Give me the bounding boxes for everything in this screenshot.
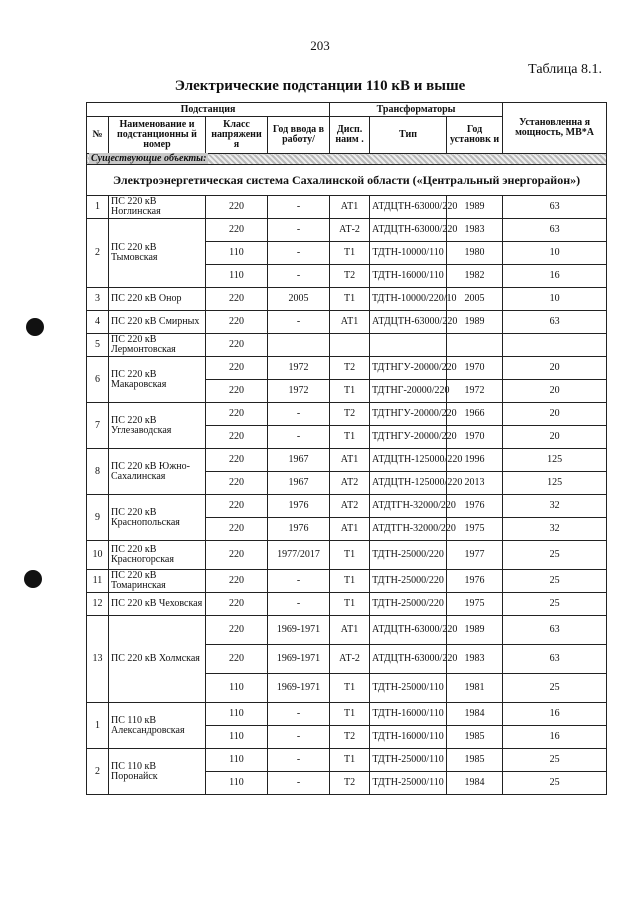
cell-type: ТДТН-10000/110 — [370, 242, 447, 265]
cell-power: 63 — [503, 219, 607, 242]
cell-installed: 1975 — [447, 593, 503, 616]
cell-disp: Т2 — [330, 403, 370, 426]
cell-type: ТДТН-10000/220/10 — [370, 288, 447, 311]
cell-year: 1969-1971 — [268, 645, 330, 674]
cell-power: 20 — [503, 380, 607, 403]
cell-year: 1967 — [268, 472, 330, 495]
cell-voltage: 220 — [206, 518, 268, 541]
cell-installed: 2005 — [447, 288, 503, 311]
cell-installed: 1976 — [447, 495, 503, 518]
cell-voltage: 220 — [206, 472, 268, 495]
cell-num: 1 — [87, 196, 109, 219]
cell-type: АТДЦТН-125000/220 — [370, 472, 447, 495]
header-group-substation: Подстанция — [87, 103, 330, 117]
cell-power: 63 — [503, 616, 607, 645]
cell-year: - — [268, 593, 330, 616]
table-row — [87, 288, 607, 311]
cell-power: 16 — [503, 265, 607, 288]
header-group-transformers: Трансформаторы — [330, 103, 503, 117]
region-heading: Электроэнергетическая система Сахалинской области («Центральный энергорайон») — [87, 165, 607, 196]
cell-power: 25 — [503, 541, 607, 570]
cell-installed: 1983 — [447, 645, 503, 674]
table-row — [87, 616, 607, 645]
cell-voltage: 220 — [206, 311, 268, 334]
table-row — [87, 749, 607, 772]
table-row — [87, 334, 607, 357]
cell-installed: 1984 — [447, 772, 503, 795]
cell-year: 1969-1971 — [268, 674, 330, 703]
cell-power: 20 — [503, 426, 607, 449]
cell-installed: 1982 — [447, 265, 503, 288]
cell-installed: 1985 — [447, 726, 503, 749]
cell-disp: АТ2 — [330, 495, 370, 518]
cell-disp: Т1 — [330, 242, 370, 265]
cell-year: 1972 — [268, 357, 330, 380]
page-title: Электрические подстанции 110 кВ и выше — [174, 78, 466, 94]
header-year-installed: Год установк и — [447, 117, 503, 154]
cell-disp: Т1 — [330, 288, 370, 311]
header-num: № — [87, 117, 109, 154]
cell-year: - — [268, 265, 330, 288]
cell-year: 2005 — [268, 288, 330, 311]
cell-disp: АТ-2 — [330, 219, 370, 242]
cell-installed: 1966 — [447, 403, 503, 426]
page-number: 203 — [310, 38, 330, 53]
cell-type: АТДЦТН-63000/220 — [370, 645, 447, 674]
cell-num: 2 — [87, 219, 109, 288]
cell-voltage: 220 — [206, 645, 268, 674]
cell-year: - — [268, 403, 330, 426]
cell-voltage: 220 — [206, 288, 268, 311]
cell-name: ПС 220 кВ Ноглинская — [109, 196, 206, 219]
cell-name: ПС 220 кВ Краснопольская — [109, 495, 206, 541]
header-installed-power: Установленна я мощность, МВ*А — [503, 103, 607, 154]
cell-disp: АТ-2 — [330, 645, 370, 674]
cell-year: 1977/2017 — [268, 541, 330, 570]
cell-installed: 1977 — [447, 541, 503, 570]
cell-type: ТДТНГУ-20000/220 — [370, 426, 447, 449]
cell-name: ПС 220 кВ Томаринская — [109, 570, 206, 593]
table-label: Таблица 8.1. — [528, 62, 602, 77]
cell-num: 4 — [87, 311, 109, 334]
cell-installed: 1983 — [447, 219, 503, 242]
cell-disp: Т1 — [330, 380, 370, 403]
cell-power: 20 — [503, 357, 607, 380]
cell-name: ПС 220 кВ Углезаводская — [109, 403, 206, 449]
cell-installed: 1989 — [447, 616, 503, 645]
cell-name: ПС 220 кВ Макаровская — [109, 357, 206, 403]
cell-voltage: 220 — [206, 403, 268, 426]
cell-type: ТДТН-25000/110 — [370, 674, 447, 703]
table-row — [87, 593, 607, 616]
table-row — [87, 495, 607, 518]
table-row — [87, 219, 607, 242]
cell-installed: 2013 — [447, 472, 503, 495]
cell-type: ТДТН-25000/220 — [370, 541, 447, 570]
cell-name: ПС 220 кВ Онор — [109, 288, 206, 311]
table-row — [87, 541, 607, 570]
cell-year: - — [268, 219, 330, 242]
cell-num: 9 — [87, 495, 109, 541]
cell-name: ПС 220 кВ Красногорская — [109, 541, 206, 570]
cell-disp: Т2 — [330, 265, 370, 288]
cell-power: 32 — [503, 518, 607, 541]
cell-type: АТДЦТН-63000/220 — [370, 196, 447, 219]
cell-voltage: 220 — [206, 541, 268, 570]
cell-name: ПС 220 кВ Тымовская — [109, 219, 206, 288]
cell-installed: 1970 — [447, 357, 503, 380]
cell-year: 1976 — [268, 518, 330, 541]
cell-power: 63 — [503, 645, 607, 674]
cell-disp: Т1 — [330, 674, 370, 703]
cell-year: - — [268, 570, 330, 593]
header-disp-name: Дисп. наим . — [330, 117, 370, 154]
cell-type: ТДТН-25000/220 — [370, 593, 447, 616]
cell-type: ТДТНГУ-20000/220 — [370, 403, 447, 426]
cell-power: 125 — [503, 449, 607, 472]
cell-power: 63 — [503, 311, 607, 334]
cell-installed: 1970 — [447, 426, 503, 449]
cell-num: 8 — [87, 449, 109, 495]
cell-name: ПС 220 кВ Лермонтовская — [109, 334, 206, 357]
cell-type: АТДЦТН-63000/220 — [370, 219, 447, 242]
cell-name: ПС 220 кВ Холмская — [109, 616, 206, 703]
cell-power: 20 — [503, 403, 607, 426]
cell-type: АТДТГН-32000/220 — [370, 518, 447, 541]
cell-type: АТДЦТН-63000/220 — [370, 616, 447, 645]
table-row — [87, 196, 607, 219]
cell-year: 1969-1971 — [268, 616, 330, 645]
cell-voltage: 110 — [206, 674, 268, 703]
cell-year: - — [268, 772, 330, 795]
cell-installed: 1980 — [447, 242, 503, 265]
cell-voltage: 220 — [206, 357, 268, 380]
cell-num: 2 — [87, 749, 109, 795]
cell-num: 6 — [87, 357, 109, 403]
table-row — [87, 403, 607, 426]
cell-disp: Т1 — [330, 703, 370, 726]
cell-disp: Т1 — [330, 593, 370, 616]
cell-voltage: 110 — [206, 265, 268, 288]
cell-power: 125 — [503, 472, 607, 495]
cell-installed: 1972 — [447, 380, 503, 403]
cell-num: 5 — [87, 334, 109, 357]
punch-hole-bottom — [24, 570, 42, 588]
cell-voltage: 110 — [206, 726, 268, 749]
cell-voltage: 220 — [206, 593, 268, 616]
cell-num: 11 — [87, 570, 109, 593]
cell-type: ТДТН-25000/220 — [370, 570, 447, 593]
cell-voltage: 220 — [206, 570, 268, 593]
cell-year: - — [268, 242, 330, 265]
cell-year — [268, 334, 330, 357]
cell-name: ПС 110 кВ Поронайск — [109, 749, 206, 795]
cell-num: 3 — [87, 288, 109, 311]
cell-voltage: 220 — [206, 426, 268, 449]
cell-disp: АТ1 — [330, 449, 370, 472]
cell-type: АТДТГН-32000/220 — [370, 495, 447, 518]
cell-installed: 1984 — [447, 703, 503, 726]
header-name: Наименование и подстанционны й номер — [109, 117, 206, 154]
cell-name: ПС 220 кВ Чеховская — [109, 593, 206, 616]
cell-power: 16 — [503, 703, 607, 726]
cell-disp: АТ1 — [330, 196, 370, 219]
cell-type: АТДЦТН-63000/220 — [370, 311, 447, 334]
cell-power: 25 — [503, 749, 607, 772]
table-row — [87, 357, 607, 380]
cell-type: ТДТН-16000/110 — [370, 726, 447, 749]
cell-type — [370, 334, 447, 357]
cell-year: 1976 — [268, 495, 330, 518]
table-row — [87, 570, 607, 593]
cell-num: 7 — [87, 403, 109, 449]
section-existing: Существующие объекты: — [87, 154, 607, 165]
cell-power: 16 — [503, 726, 607, 749]
cell-power — [503, 334, 607, 357]
cell-voltage: 220 — [206, 495, 268, 518]
header-type: Тип — [370, 117, 447, 154]
cell-voltage: 220 — [206, 380, 268, 403]
cell-num: 1 — [87, 703, 109, 749]
cell-disp — [330, 334, 370, 357]
cell-power: 25 — [503, 593, 607, 616]
cell-disp: Т2 — [330, 772, 370, 795]
cell-installed: 1975 — [447, 518, 503, 541]
cell-power: 25 — [503, 772, 607, 795]
cell-disp: Т1 — [330, 749, 370, 772]
cell-num: 13 — [87, 616, 109, 703]
cell-power: 10 — [503, 288, 607, 311]
cell-type: ТДТН-25000/110 — [370, 749, 447, 772]
cell-year: 1972 — [268, 380, 330, 403]
cell-type: АТДЦТН-125000/220 — [370, 449, 447, 472]
cell-name: ПС 220 кВ Смирных — [109, 311, 206, 334]
cell-power: 25 — [503, 674, 607, 703]
cell-voltage: 220 — [206, 334, 268, 357]
cell-disp: Т1 — [330, 570, 370, 593]
cell-type: ТДТН-16000/110 — [370, 703, 447, 726]
cell-voltage: 220 — [206, 219, 268, 242]
cell-type: ТДТНГ-20000/220 — [370, 380, 447, 403]
cell-year: - — [268, 311, 330, 334]
cell-power: 63 — [503, 196, 607, 219]
table-row — [87, 703, 607, 726]
header-voltage-class: Класс напряжени я — [206, 117, 268, 154]
cell-voltage: 110 — [206, 749, 268, 772]
substations-table — [86, 102, 607, 795]
cell-num: 12 — [87, 593, 109, 616]
cell-voltage: 220 — [206, 196, 268, 219]
cell-power: 10 — [503, 242, 607, 265]
header-year-commissioned: Год ввода в работу/ — [268, 117, 330, 154]
cell-type: ТДТН-16000/110 — [370, 265, 447, 288]
cell-year: - — [268, 749, 330, 772]
cell-disp: АТ1 — [330, 518, 370, 541]
cell-disp: Т1 — [330, 426, 370, 449]
cell-voltage: 110 — [206, 703, 268, 726]
cell-power: 25 — [503, 570, 607, 593]
punch-hole-top — [26, 318, 44, 336]
cell-name: ПС 220 кВ Южно-Сахалинская — [109, 449, 206, 495]
cell-voltage: 220 — [206, 616, 268, 645]
table-row — [87, 311, 607, 334]
cell-disp: АТ1 — [330, 616, 370, 645]
cell-type: ТДТНГУ-20000/220 — [370, 357, 447, 380]
cell-name: ПС 110 кВ Александровская — [109, 703, 206, 749]
cell-voltage: 110 — [206, 242, 268, 265]
cell-disp: Т2 — [330, 357, 370, 380]
cell-installed: 1989 — [447, 196, 503, 219]
cell-installed: 1989 — [447, 311, 503, 334]
cell-installed: 1976 — [447, 570, 503, 593]
cell-num: 10 — [87, 541, 109, 570]
cell-year: - — [268, 196, 330, 219]
cell-power: 32 — [503, 495, 607, 518]
cell-voltage: 110 — [206, 772, 268, 795]
table-row — [87, 449, 607, 472]
cell-installed: 1996 — [447, 449, 503, 472]
cell-installed: 1985 — [447, 749, 503, 772]
cell-disp: Т1 — [330, 541, 370, 570]
cell-installed — [447, 334, 503, 357]
cell-disp: АТ1 — [330, 311, 370, 334]
cell-year: - — [268, 726, 330, 749]
cell-year: 1967 — [268, 449, 330, 472]
cell-year: - — [268, 426, 330, 449]
cell-year: - — [268, 703, 330, 726]
cell-type: ТДТН-25000/110 — [370, 772, 447, 795]
cell-installed: 1981 — [447, 674, 503, 703]
cell-disp: Т2 — [330, 726, 370, 749]
cell-disp: АТ2 — [330, 472, 370, 495]
cell-voltage: 220 — [206, 449, 268, 472]
